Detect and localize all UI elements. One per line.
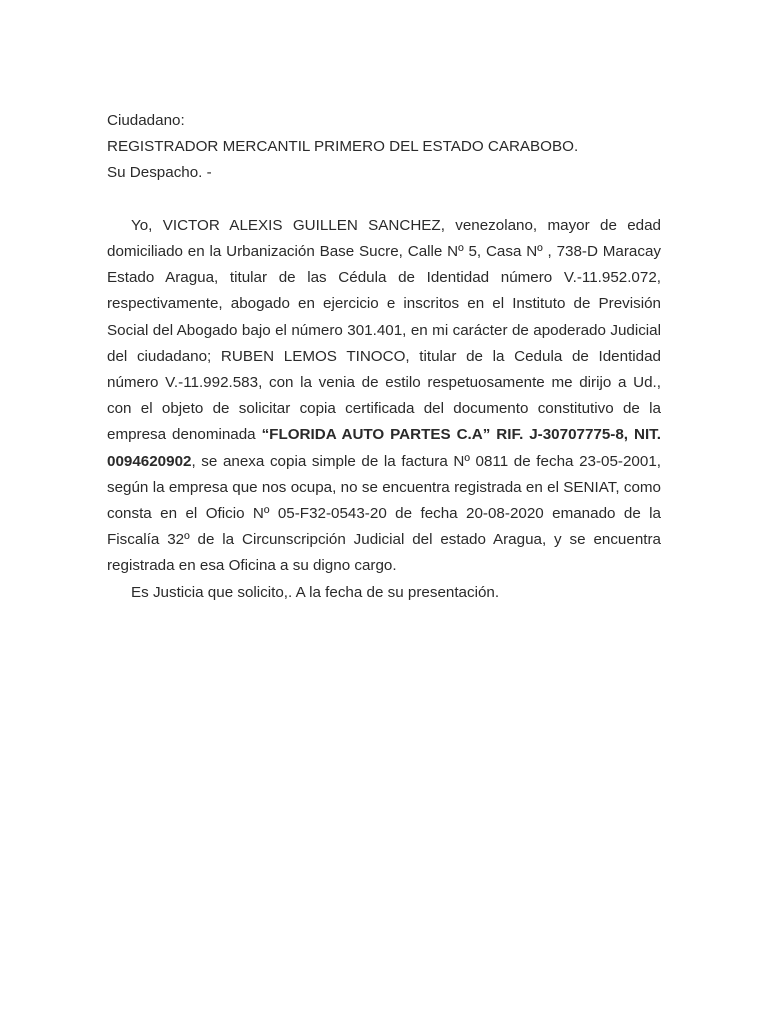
body-text-part-2: , se anexa copia simple de la factura Nº 0811 de fecha 23-05-2001, según la empresa que nos ocupa, no se encuentra registrada en el SENIAT, como consta en el Oficio Nº 05-F32-0543-20 de fecha 20-08-2020 emanado de la Fiscalía 32º de la Circunscripción Judicial del estado Aragua, y se encuentra registrada en esa Oficina a su digno cargo. xyxy=(107,452,661,575)
paragraph-spacer xyxy=(107,187,661,213)
letter-content xyxy=(107,108,661,606)
office-line: Su Despacho. - xyxy=(107,164,212,182)
recipient: REGISTRADOR MERCANTIL PRIMERO DEL ESTADO CARABOBO. xyxy=(107,138,579,156)
closing-line: Es Justicia que solicito,. A la fecha de su presentación. xyxy=(131,583,500,601)
body-paragraph xyxy=(107,213,661,580)
body-text-part-1: Yo, VICTOR ALEXIS GUILLEN SANCHEZ, venezolano, mayor de edad domiciliado en la Urbanización Base Sucre, Calle Nº 5, Casa Nº , 738-D Maracay Estado Aragua, titular de las Cédula de Identidad número V.-11.952.072, respectivamente, abogado en ejercicio e inscritos en el Instituto de Previsión Social del Abogado bajo el número 301.401, en mi carácter de apoderado Judicial del ciudadano; RUBEN LEMOS TINOCO, titular de la Cedula de Identidad número V.-11.992.583, con la venia de estilo respetuosamente me dirijo a Ud., con el objeto de solicitar copia certificada del documento constitutivo de la empresa denominada xyxy=(107,216,661,444)
company-identifier: “FLORIDA AUTO PARTES C.A” RIF. J-30707775-8, NIT. 0094620902 xyxy=(107,426,661,470)
salutation: Ciudadano: xyxy=(107,112,185,129)
